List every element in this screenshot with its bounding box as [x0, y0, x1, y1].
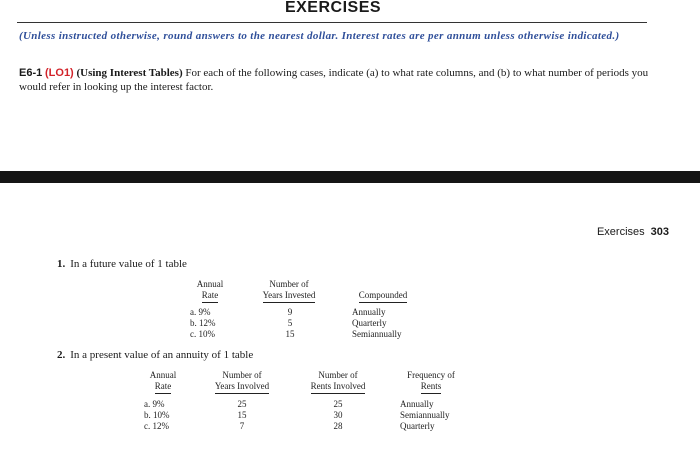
question-2	[57, 349, 253, 361]
q2-header-years-line2: Years Involved	[215, 381, 269, 394]
question-2-table	[138, 370, 478, 440]
table-cell: b. 10%	[144, 410, 170, 420]
q1-rate-column	[190, 307, 216, 340]
question-2-text: In a present value of an annuity of 1 table	[70, 349, 254, 361]
page-header-label: Exercises	[596, 226, 645, 238]
q2-header-years	[204, 370, 280, 394]
rounding-note: (Unless instructed otherwise, round answers to the nearest dollar. Interest rates are per annum unless otherwise indicated.)	[19, 30, 620, 42]
question-1	[57, 258, 187, 270]
q2-header-rate-line2: Rate	[155, 381, 172, 394]
table-cell: 25	[237, 399, 247, 409]
page-number: 303	[650, 226, 669, 238]
table-cell: 7	[239, 421, 245, 431]
table-cell: Semiannually	[400, 410, 450, 420]
q2-header-rents	[300, 370, 376, 394]
table-cell: Annually	[400, 399, 434, 409]
table-cell: Annually	[352, 307, 386, 317]
table-cell: 28	[333, 421, 343, 431]
question-1-number: 1.	[57, 258, 66, 270]
table-cell: Quarterly	[400, 421, 435, 431]
q2-frequency-column	[400, 399, 450, 432]
learning-objective: (LO1)	[45, 67, 74, 79]
problem-number: E6-1	[19, 67, 43, 79]
q1-header-rate-line1: Annual	[196, 279, 224, 289]
q1-compounded-column	[352, 307, 402, 340]
q2-header-frequency-line2: Rents	[421, 381, 442, 394]
problem-heading: (Using Interest Tables)	[76, 67, 183, 79]
problem-e6-1	[19, 66, 659, 94]
question-1-table	[180, 279, 440, 345]
q2-header-rate	[138, 370, 188, 394]
q2-header-rate-line1: Annual	[149, 370, 177, 380]
q1-header-rate	[180, 279, 240, 303]
q1-header-years-line1: Number of	[269, 279, 309, 289]
table-cell: 30	[333, 410, 343, 420]
table-cell: Quarterly	[352, 318, 387, 328]
q2-rate-column	[144, 399, 170, 432]
table-cell: 15	[237, 410, 247, 420]
q1-years-column	[278, 307, 302, 340]
table-cell: a. 9%	[144, 399, 165, 409]
q2-header-years-line1: Number of	[222, 370, 262, 380]
table-cell: a. 9%	[190, 307, 211, 317]
question-2-number: 2.	[57, 349, 66, 361]
q2-header-frequency	[394, 370, 468, 394]
page-divider	[0, 171, 700, 183]
table-cell: 25	[333, 399, 343, 409]
title-rule	[17, 22, 647, 23]
q1-header-years	[248, 279, 330, 303]
q1-header-compounded	[348, 290, 418, 303]
q2-header-rents-line2: Rents Involved	[311, 381, 366, 394]
problem-text: For each of the following cases, indicate (a) to what rate columns, and (b) to what number of periods you would refer in looking up the interest factor.	[19, 67, 649, 93]
q1-header-rate-line2: Rate	[202, 290, 219, 303]
table-cell: c. 10%	[190, 329, 215, 339]
q2-rents-column	[326, 399, 350, 432]
q1-header-compounded-text: Compounded	[359, 290, 408, 303]
table-cell: c. 12%	[144, 421, 169, 431]
q2-years-column	[230, 399, 254, 432]
question-1-text: In a future value of 1 table	[70, 258, 187, 270]
table-cell: 5	[287, 318, 293, 328]
table-cell: Semiannually	[352, 329, 402, 339]
table-cell: 9	[287, 307, 293, 317]
page-header	[597, 226, 669, 238]
exercises-title: EXERCISES	[284, 0, 382, 16]
q2-header-rents-line1: Number of	[318, 370, 358, 380]
q2-header-frequency-line1: Frequency of	[407, 370, 455, 380]
q1-header-years-line2: Years Invested	[263, 290, 316, 303]
table-cell: b. 12%	[190, 318, 216, 328]
table-cell: 15	[285, 329, 295, 339]
